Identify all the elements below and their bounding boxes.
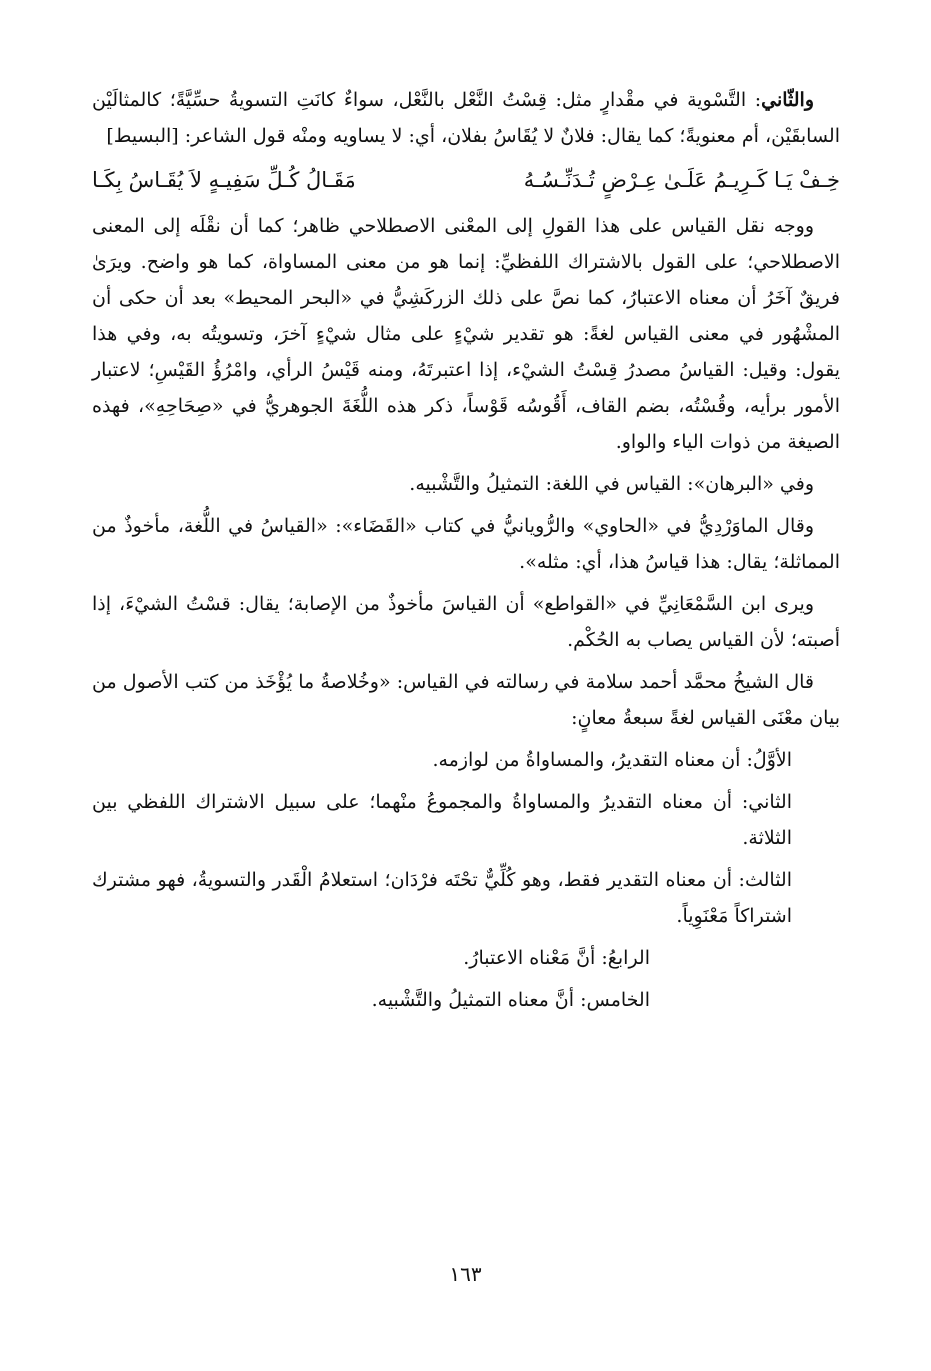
list-item-fourth: الرابعُ: أنَّ مَعْناه الاعتبارُ.: [463, 947, 650, 969]
paragraph-burhan: وفي «البرهان»: القياس في اللغة: التمثيلُ والتَّشْبيه.: [409, 473, 814, 495]
paragraph-salama: قال الشيخُ محمَّد أحمد سلامة في رسالته في القياس: «وخُلاصةُ ما يُؤْخَذ من كتب الأصول من بيان معْنَى القياس لغةً سبعةُ معانٍ:: [92, 671, 840, 729]
list-item-first: الأوَّلُ: أن معناه التقديرُ، والمساواةُ من لوازمه.: [432, 749, 792, 771]
paragraph-samani: ويرى ابن السَّمْعَانِيِّ في «القواطع» أن القياسَ مأخوذٌ من الإصابة؛ يقال: قسْتُ الشيْءَ، إذا أصبته؛ لأن القياس يصاب به الحُكْم.: [92, 593, 840, 651]
paragraph-second-meaning: [92, 82, 840, 154]
verse-first-hemistich: خِـفْ يَـا كَـرِيـمُ عَلَـىٰ عِـرْضٍ تُـدَنِّـسُـهُ: [523, 168, 840, 192]
paragraph-text: : التَّسْوية في مقْدارٍ مثل: قِسْتُ النَّعْل بالنَّعْل، سواءٌ كانَتِ التسويةُ حسِّيَّةً؛ كالمثالَيْن السابقَيْن، أم معنويةً؛ كما يقال: فلانٌ لا يُقَاسُ بفلان، أي: لا يساويه ومنْه قول الشاعر: [البسيط]: [92, 89, 840, 147]
list-item-fifth: الخامس: أنَّ معناه التمثيلُ والتَّشْبيه.: [371, 989, 650, 1011]
page-number: ١٦٣: [449, 1262, 482, 1286]
verse-second-hemistich: مَقَـالُ كُـلِّ سَفِيـهٍ لاَ يُقَـاسُ بِكَـا: [92, 168, 356, 192]
page-body: [92, 82, 840, 1024]
poetry-verse: [92, 160, 840, 200]
paragraph-transfer: ووجه نقل القياس على هذا القولِ إلى المعْنى الاصطلاحي ظاهر؛ كما أن نقْلَه إلى المعنى الاصطلاحي؛ على القول بالاشتراك اللفظيِّ: إنما هو من معنى المساواة، كما هو واضح. ويرَىٰ فريقٌ آخَرُ أن معناه الاعتبارُ، كما نصَّ على ذلك الزركَشِيُّ في «البحر المحيط» بعد أن حكى أن المشْهُور في معنى القياس لغةً: هو تقدير شيْءٍ على مثال شيْءٍ آخرَ، وتسويتُه به، وفي هذا يقول: وقيل: القياسُ مصدرُ قِسْتُ الشيْء، إذا اعتبرتَهُ، ومنه قَيْسُ الرأي، وامْرُؤُ القَيْسِ؛ لاعتبار الأمور برأيه، وقُسْتُه، بضم القاف، أَقُوسُه قَوْساً، ذكر هذه اللُّغَةَ الجوهريُّ في «صِحَاحِهِ»، فهذه الصيغة من ذوات الياء والواو.: [92, 215, 840, 453]
paragraph-lead: والثّاني: [761, 89, 814, 111]
paragraph-mawardi: وقال الماوَرْدِيُّ في «الحاوي» والرُّويانيُّ في كتاب «القَضَاء»: «القياسُ في اللُّغة، مأخوذٌ من المماثلة؛ يقال: هذا قياسُ هذا، أي: مثله».: [92, 515, 840, 573]
list-item-third: الثالث: أن معناه التقدير فقط، وهو كُلِّيٌّ تحْتَه فرْدَان؛ استعلامُ الْقَدر والتسويةُ، فهو مشترك اشتراكاً مَعْنَوِياً.: [92, 869, 792, 927]
list-item-second: الثاني: أن معناه التقديرُ والمساواةُ والمجموعُ منْهما؛ على سبيل الاشتراك اللفظي بين الثلاثة.: [92, 791, 792, 849]
